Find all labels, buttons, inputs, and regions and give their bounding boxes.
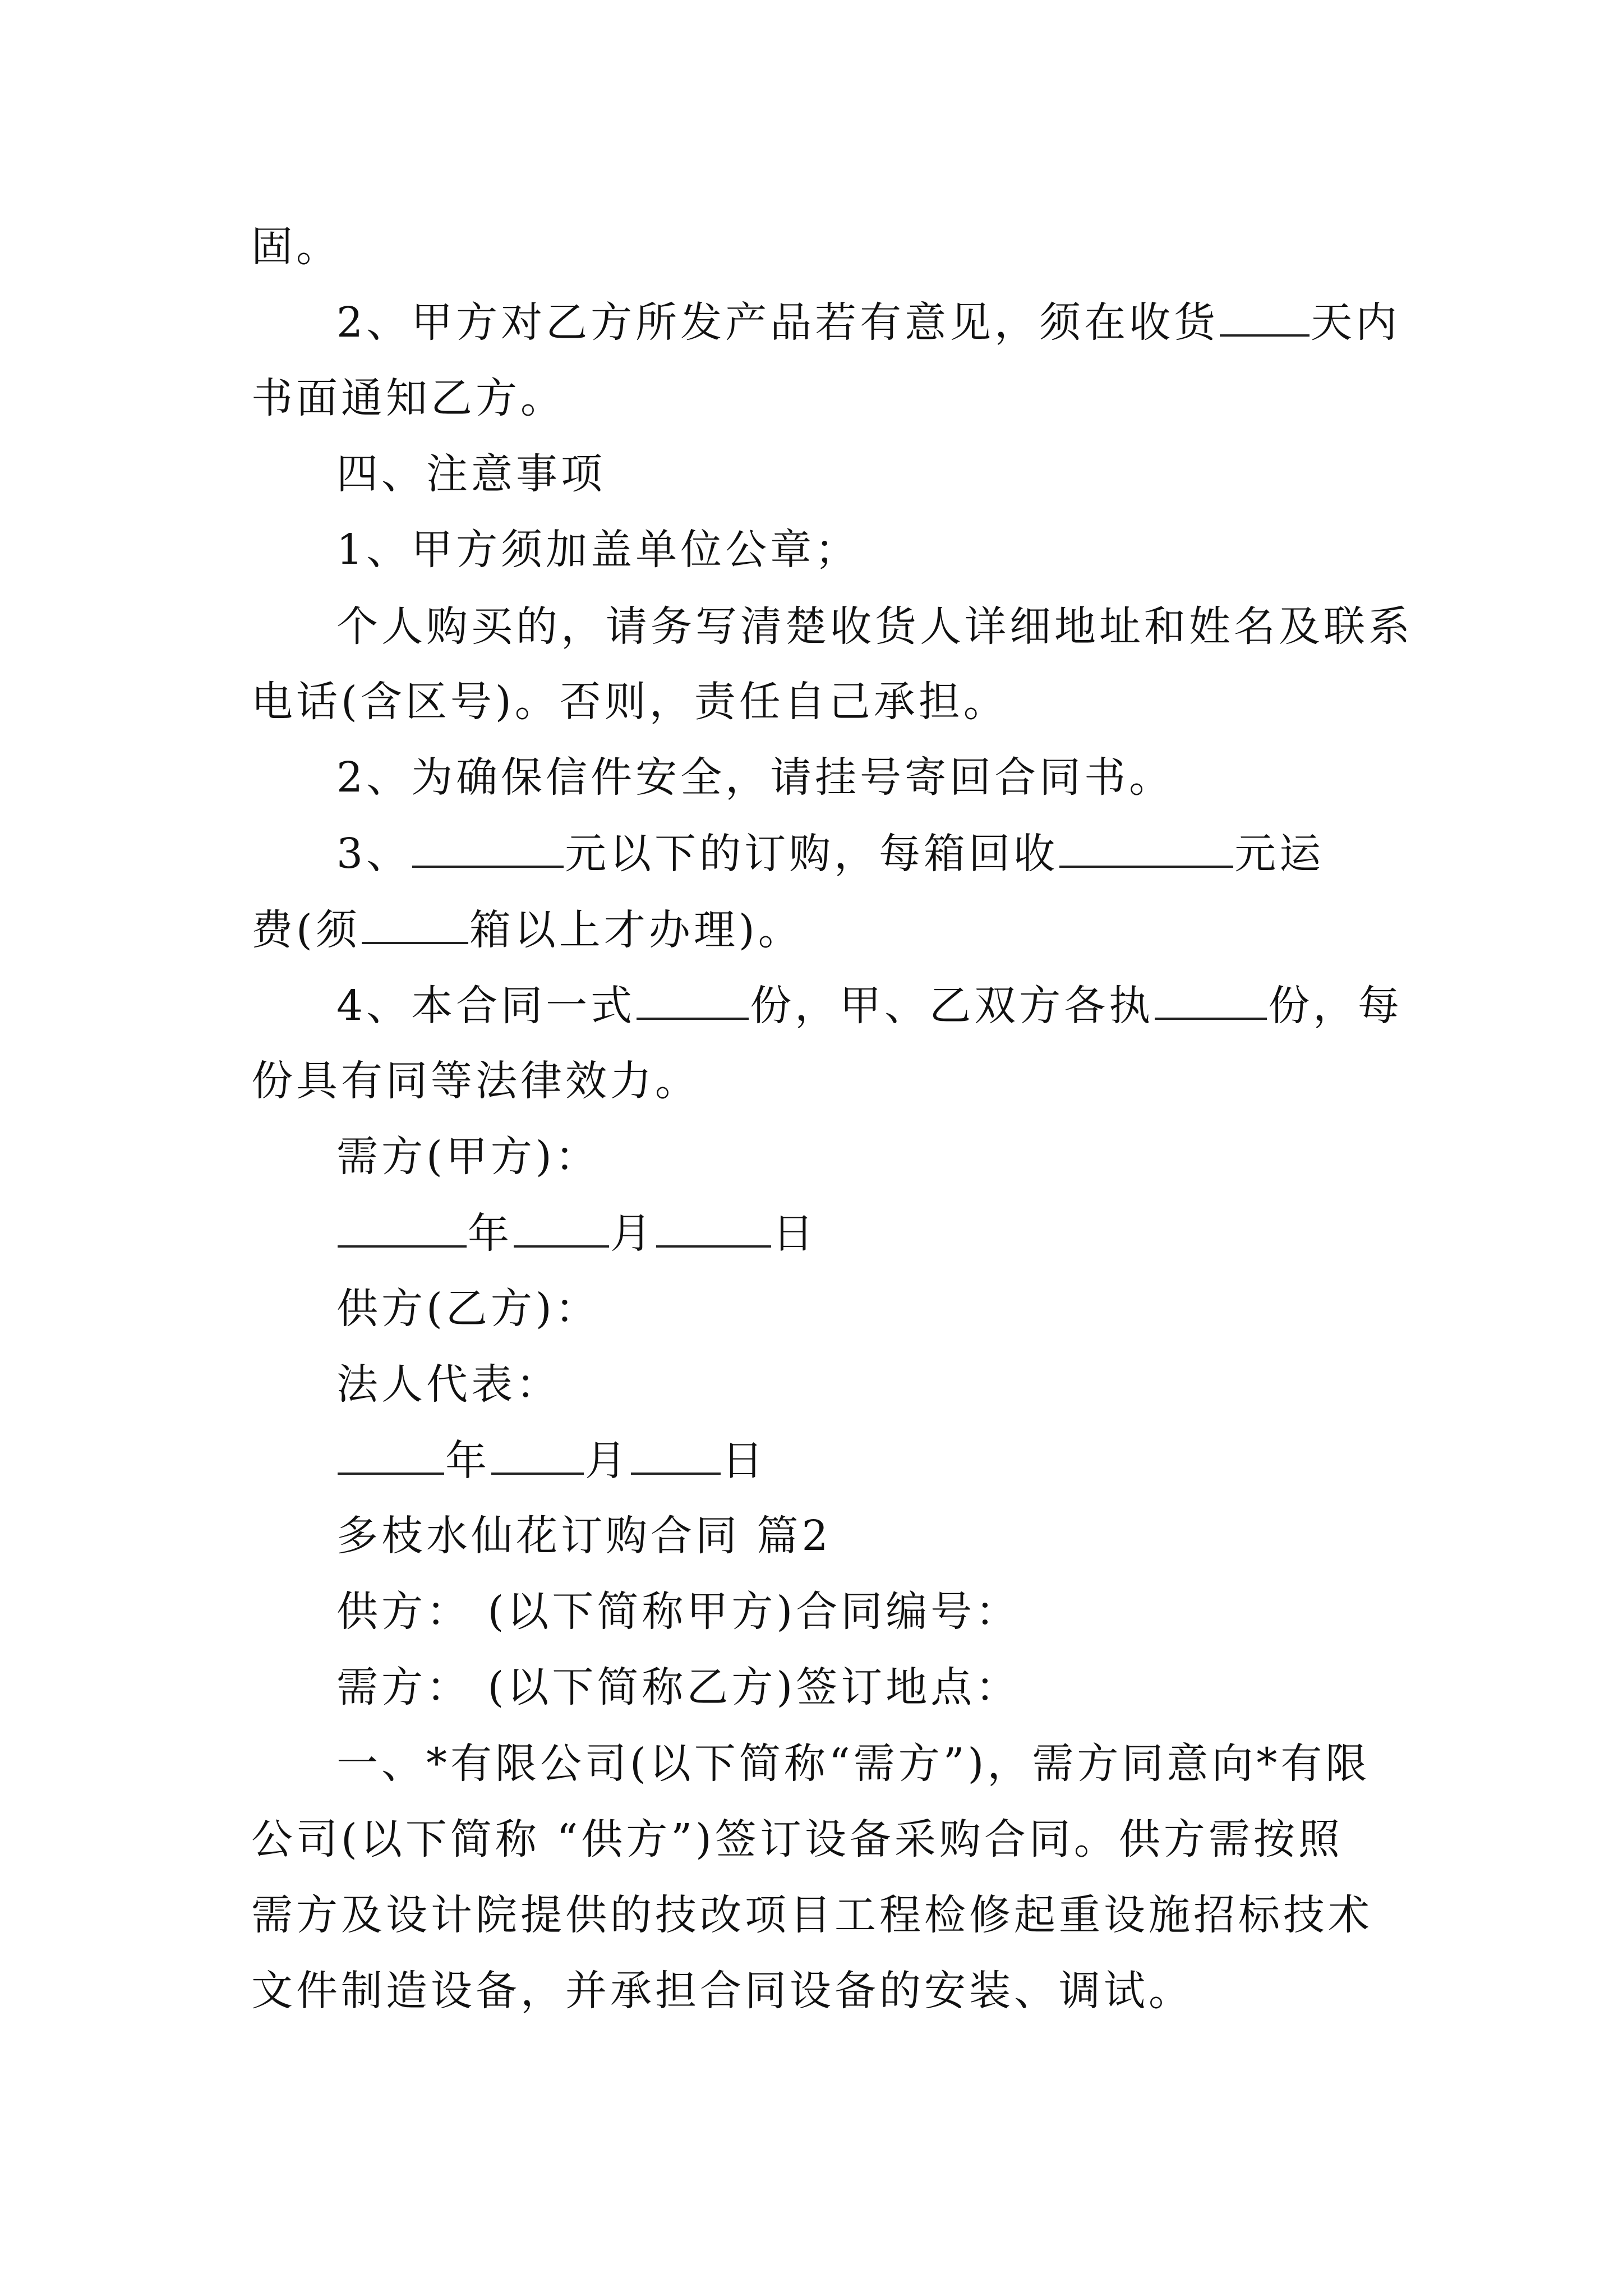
fill-blank (338, 1433, 444, 1475)
text-line: 电话(含区号)。否则，责任自己承担。 (251, 678, 1008, 726)
text-line: 固。 (251, 223, 341, 271)
fill-blank (491, 1433, 584, 1475)
text-line: 文件制造设备，并承担合同设备的安装、调试。 (251, 1967, 1193, 2015)
fill-blank (514, 1206, 609, 1248)
text-line: 公司(以下简称 “供方”)签订设备采购合同。供方需按照 (251, 1815, 1343, 1864)
signature-label: 需方(甲方)： (336, 1133, 600, 1181)
text-line: 个人购买的，请务写清楚收货人详细地址和姓名及联系 (336, 602, 1413, 651)
text-line: 书面通知乙方。 (251, 374, 565, 422)
fill-blank (1059, 826, 1233, 868)
date-line: 年 月 日 (336, 1206, 817, 1260)
text-line: 一、*有限公司(以下简称“需方”)，需方同意向*有限 (336, 1740, 1371, 1788)
text-line: 供方： (以下简称甲方)合同编号： (336, 1588, 1021, 1636)
text-line: 需方及设计院提供的技改项目工程检修起重设施招标技术 (251, 1891, 1373, 1939)
text-line: 份具有同等法律效力。 (251, 1057, 700, 1105)
section-heading: 四、注意事项 (336, 450, 606, 498)
section-title: 多枝水仙花订购合同 篇2 (336, 1512, 832, 1560)
text-line: 3、 元以下的订购，每箱回收 元运 (336, 826, 1324, 880)
fill-blank (656, 1206, 771, 1248)
fill-blank (412, 826, 564, 868)
text-line: 2、甲方对乙方所发产品若有意见，须在收货 天内 (336, 295, 1400, 349)
text-line: 需方： (以下简称乙方)签订地点： (336, 1663, 1021, 1711)
signature-label: 供方(乙方)： (336, 1285, 600, 1333)
text-line: 费(须 箱以上才办理)。 (251, 903, 803, 956)
fill-blank (362, 903, 468, 944)
fill-blank (1220, 295, 1310, 337)
fill-blank (1155, 978, 1267, 1020)
fill-blank (631, 1433, 721, 1475)
fill-blank (637, 978, 749, 1020)
fill-blank (338, 1206, 467, 1248)
date-line: 年 月 日 (336, 1433, 767, 1487)
text-line: 4、本合同一式 份，甲、乙双方各执 份，每 (336, 978, 1403, 1032)
text-line: 2、为确保信件安全，请挂号寄回合同书。 (336, 753, 1174, 802)
signature-label: 法人代表： (336, 1360, 561, 1409)
text-line: 1、甲方须加盖单位公章； (336, 526, 860, 574)
